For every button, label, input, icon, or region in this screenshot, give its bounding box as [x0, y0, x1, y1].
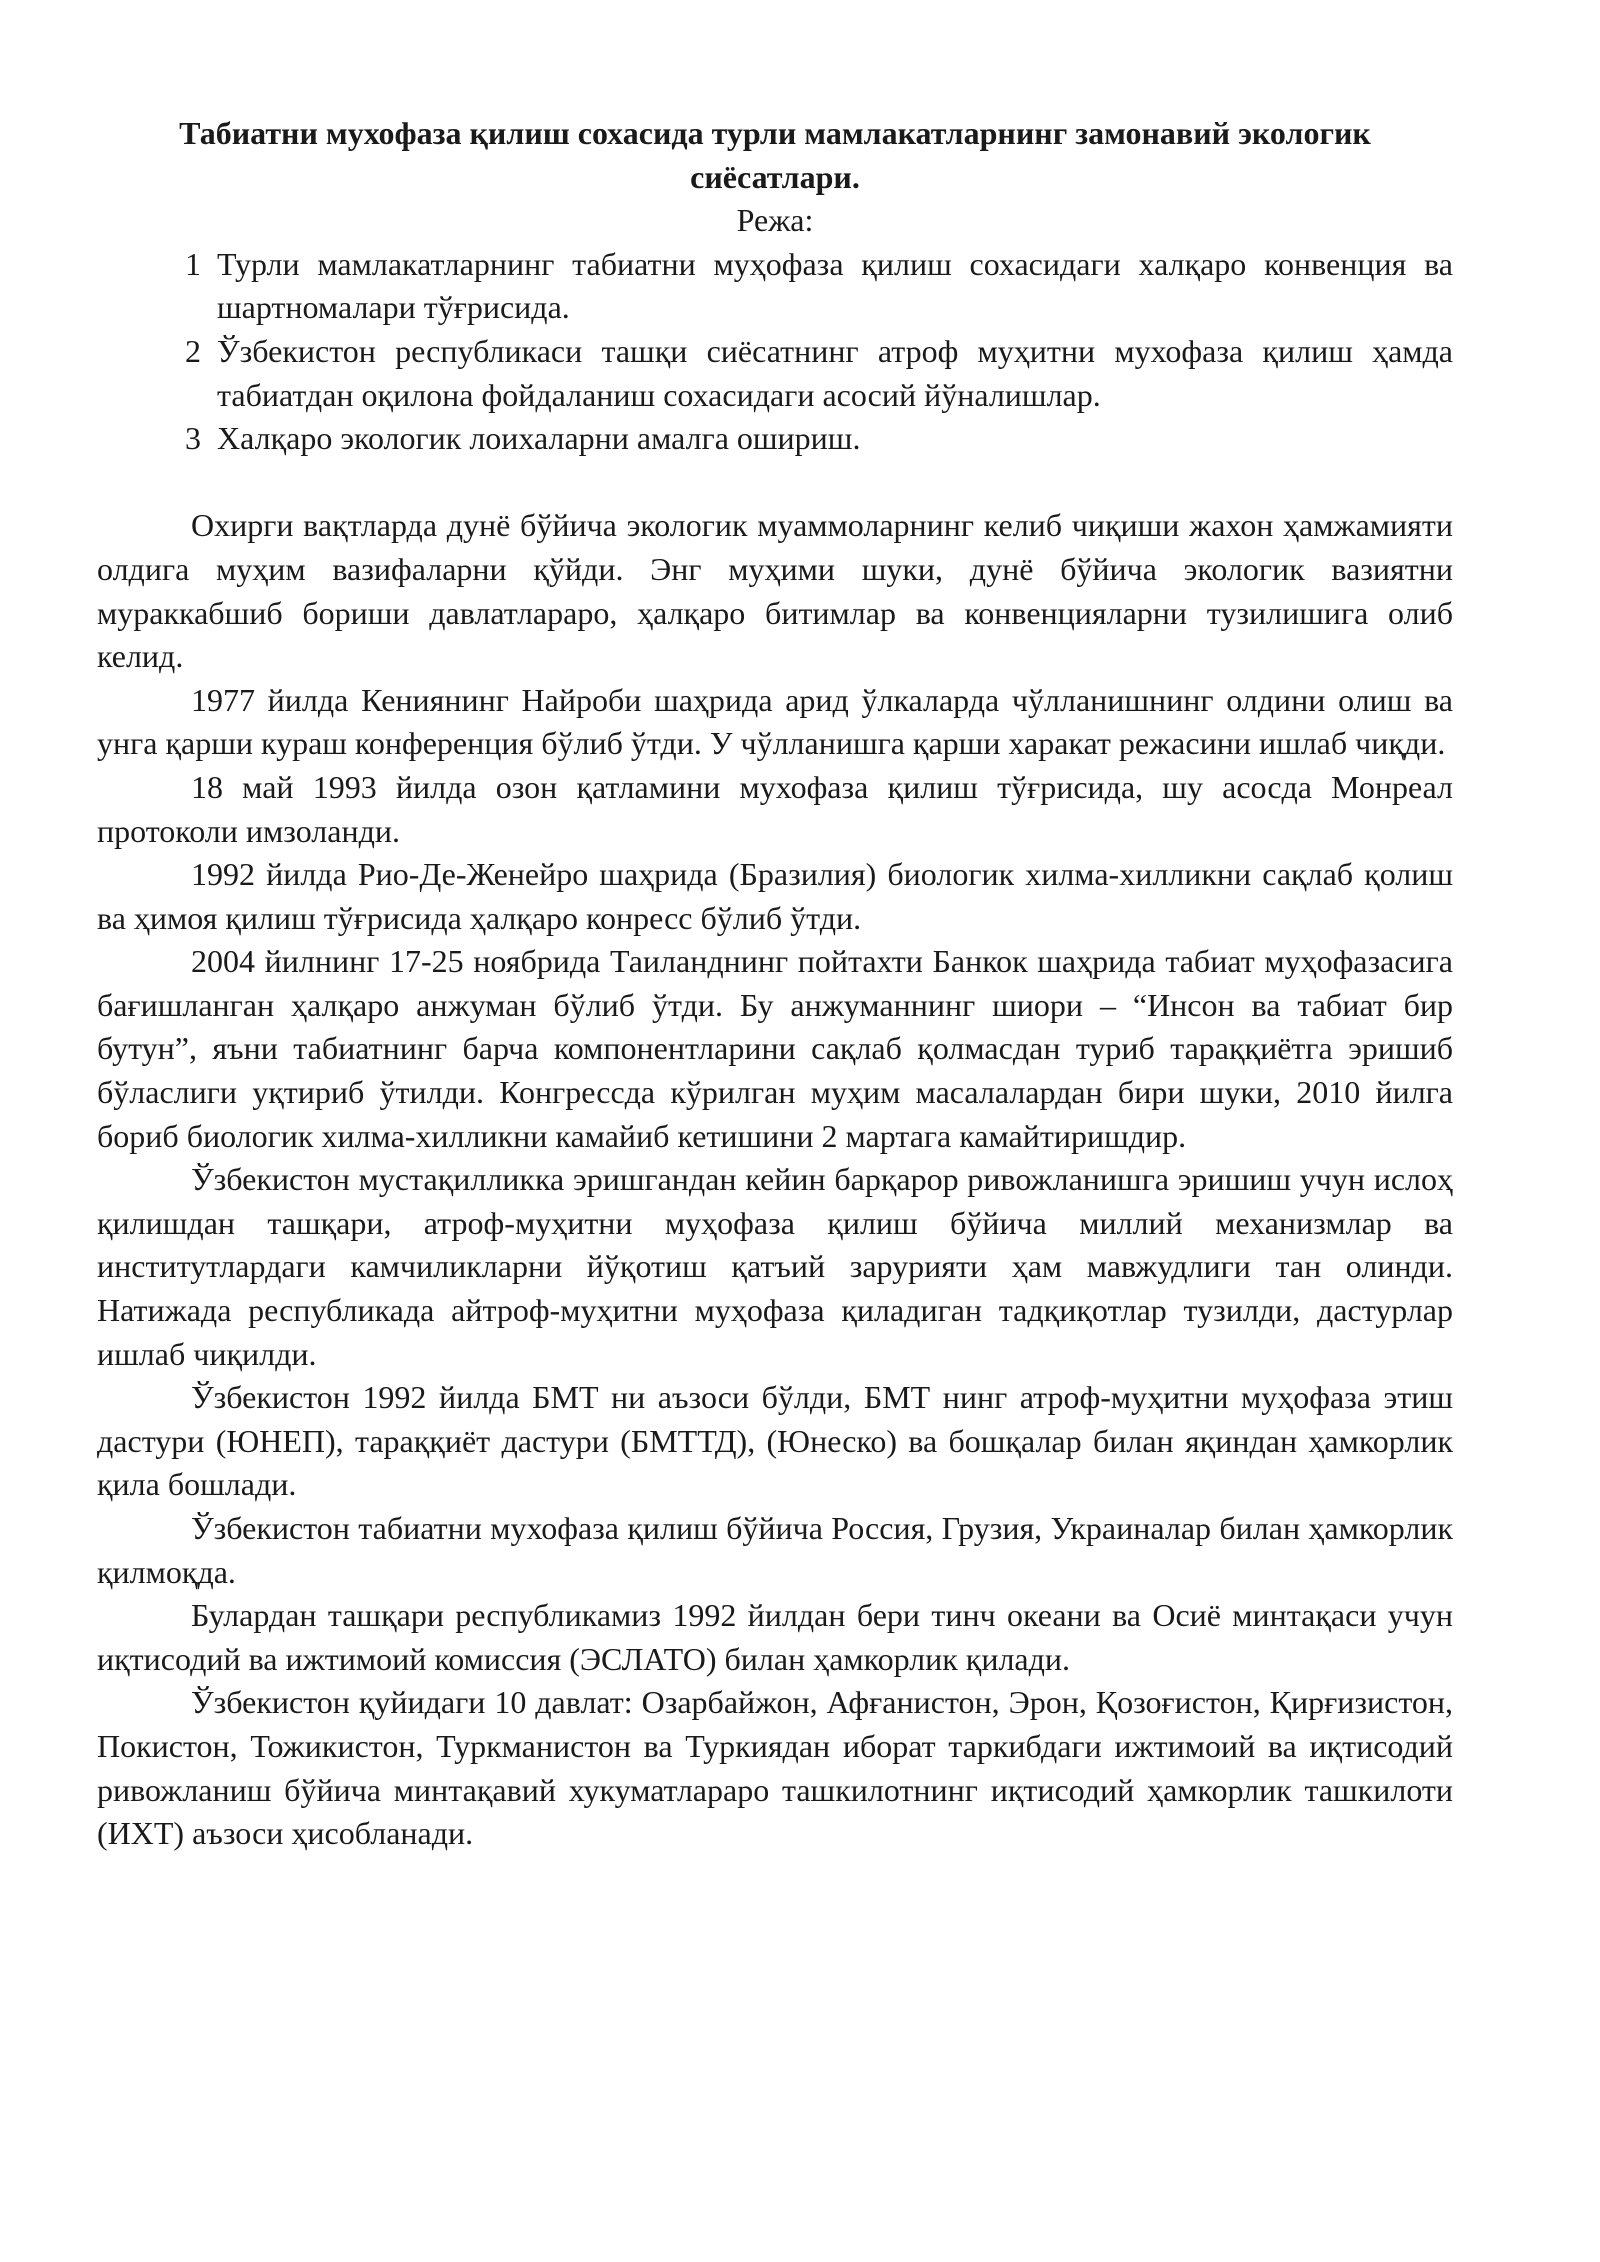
body-paragraph: 1977 йилда Кениянинг Найроби шаҳрида арид ўлкаларда чўлланишнинг олдини олиш ва унга қарши кураш конференция бўлиб ўтди. У чўлланишга қарши харакат режасини ишлаб чиқди. [97, 681, 1453, 762]
plan-item-number: 2 [185, 332, 201, 369]
body-paragraph: 1992 йилда Рио-Де-Женейро шаҳрида (Бразилия) биологик хилма-хилликни сақлаб қолиш ва ҳимоя қилиш тўғрисида ҳалқаро конресс бўлиб ўтди. [97, 856, 1453, 936]
plan-item-number: 1 [185, 245, 201, 282]
body-paragraph: Булардан ташқари республикамиз 1992 йилдан бери тинч океани ва Осиё минтақаси учун иқтисодий ва ижтимоий комиссия (ЭСЛАТО) билан ҳамкорлик қилади. [97, 1597, 1453, 1677]
body-paragraph: Охирги вақтларда дунё бўйича экологик муаммоларнинг келиб чиқиши жахон ҳамжамияти олдига муҳим вазифаларни қўйди. Энг муҳими шуки, дунё бўйича экологик вазиятни мураккабшиб бориши давлатлараро, ҳалқаро битимлар ва конвенцияларни тузилишига олиб келид. [97, 507, 1453, 675]
plan-item [97, 417, 1453, 461]
plan-item-text: Ўзбекистон республикаси ташқи сиёсатнинг атроф муҳитни мухофаза қилиш ҳамда табиатдан оқилона фойдаланиш сохасидаги асосий йўналишлар. [217, 332, 1453, 413]
body-paragraph: Ўзбекистон қуйидаги 10 давлат: Озарбайжон, Афғанистон, Эрон, Қозоғистон, Қирғизистон, Покистон, Тожикистон, Туркманистон ва Туркиядан иборат таркибдаги ижтимоий ва иқтисодий ривожланиш бўйича минтақавий хукуматлараро ташкилотнинг иқтисодий ҳамкорлик ташкилоти (ИХТ) аъзоси ҳисобланади. [97, 1684, 1453, 1852]
document-page [97, 112, 1453, 1856]
plan-item-number: 3 [185, 420, 201, 457]
document-body [97, 504, 1453, 1855]
plan-item [97, 330, 1453, 417]
body-paragraph: Ўзбекистон мустақилликка эришгандан кейин барқарор ривожланишга эришиш учун ислоҳ қилишдан ташқари, атроф-муҳитни муҳофаза қилиш бўйича миллий механизмлар ва институтлардаги камчиликларни йўқотиш қатъий зарурияти ҳам мавжудлиги тан олинди. Натижада республикада айтроф-муҳитни муҳофаза қиладиган тадқиқотлар тузилди, дастурлар ишлаб чиқилди. [97, 1161, 1453, 1372]
body-paragraph: 18 май 1993 йилда озон қатламини мухофаза қилиш тўғрисида, шу асосда Монреал протоколи имзоланди. [97, 768, 1453, 849]
plan-item-text: Турли мамлакатларнинг табиатни муҳофаза қилиш сохасидаги халқаро конвенция ва шартномалари тўғрисида. [217, 245, 1453, 326]
plan-item [97, 243, 1453, 330]
body-paragraph: Ўзбекистон 1992 йилда БМТ ни аъзоси бўлди, БМТ нинг атроф-муҳитни муҳофаза этиш дастури (ЮНЕП), тараққиёт дастури (БМТТД), (Юнеско) ва бошқалар билан яқиндан ҳамкорлик қила бошлади. [97, 1379, 1453, 1503]
document-title: Табиатни мухофаза қилиш сохасида турли мамлакатларнинг замонавий экологик сиёсатлари. [179, 115, 1371, 195]
section-spacer [97, 461, 1453, 505]
plan-heading: Режа: [736, 202, 814, 239]
body-paragraph: 2004 йилнинг 17-25 ноябрида Таиланднинг пойтахти Банкок шаҳрида табиат муҳофазасига бағишланган ҳалқаро анжуман бўлиб ўтди. Бу анжуманнинг шиори – “Инсон ва табиат бир бутун”, яъни табиатнинг барча компонентларини сақлаб қолмасдан туриб тараққиётга эришиб бўласлиги уқтириб ўтилди. Конгрессда кўрилган муҳим масалалардан бири шуки, 2010 йилга бориб биологик хилма-хилликни камайиб кетишини 2 мартага камайтиришдир. [97, 943, 1453, 1154]
plan-list [97, 243, 1453, 461]
body-paragraph: Ўзбекистон табиатни мухофаза қилиш бўйича Россия, Грузия, Украиналар билан ҳамкорлик қилмоқда. [97, 1510, 1453, 1590]
plan-item-text: Халқаро экологик лоихаларни амалга ошириш. [217, 420, 861, 457]
